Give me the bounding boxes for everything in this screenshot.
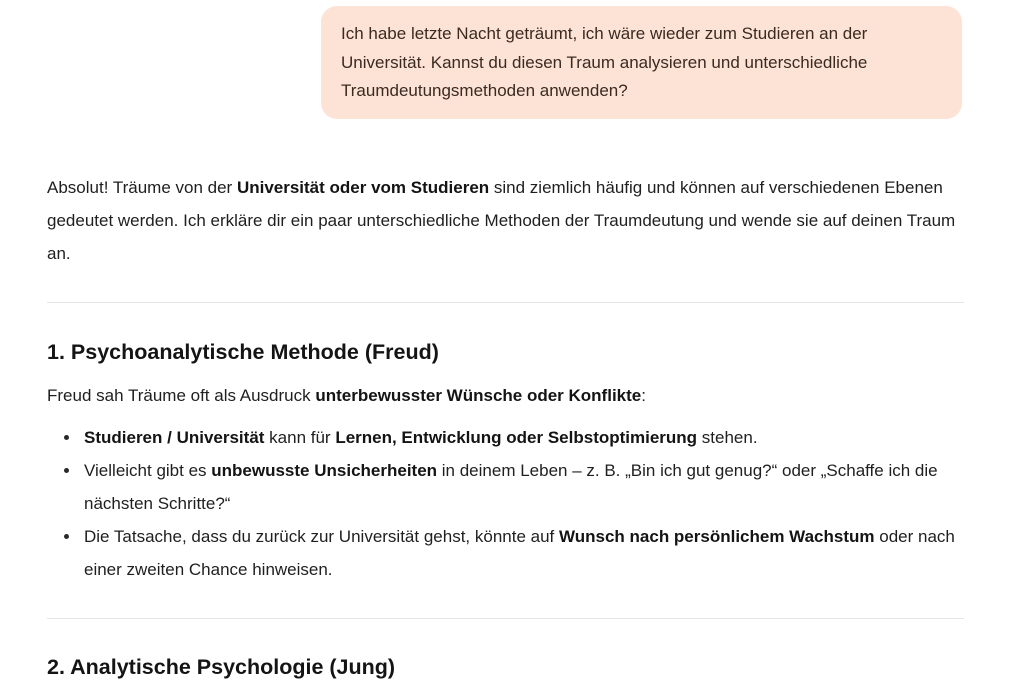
- list-item: [47, 421, 962, 454]
- freud-bullet-list: [47, 421, 962, 586]
- bullet-text: in deinem Leben – z. B. „Bin ich gut genug?“ oder „Schaffe ich die nächsten Schritte?“: [84, 461, 938, 513]
- bullet-bold: unbewusste Unsicherheiten: [211, 461, 438, 480]
- section-heading-freud: 1. Psychoanalytische Methode (Freud): [47, 340, 439, 364]
- intro-paragraph: [47, 171, 967, 270]
- intro-text: sind ziemlich häufig und können auf verschiedenen Ebenen gedeutet werden. Ich erkläre dir ein paar unterschiedliche Methoden der Traumdeutung und wende sie auf deinen Traum an.: [47, 178, 956, 263]
- bullet-bold: Wunsch nach persönlichem Wachstum: [559, 527, 875, 546]
- user-message-line: Traumdeutungsmethoden anwenden?: [341, 81, 628, 100]
- intro-bold: Universität oder vom Studieren: [236, 178, 490, 197]
- bullet-text: Die Tatsache, dass du zurück zur Universität gehst, könnte auf: [84, 527, 559, 546]
- section-divider: [47, 618, 964, 619]
- user-message-line: Universität. Kannst du diesen Traum analysieren und unterschiedliche: [341, 52, 868, 72]
- intro-text: Absolut! Träume von der: [47, 178, 237, 197]
- bullet-text: oder nach einer zweiten Chance hinweisen.: [84, 527, 955, 579]
- user-message-line: Ich habe letzte Nacht geträumt, ich wäre wieder zum Studieren an der: [341, 24, 868, 43]
- freud-intro-paragraph: [47, 382, 646, 410]
- user-message-bubble: [321, 6, 962, 119]
- bullet-text: stehen.: [697, 428, 758, 447]
- bullet-bold: Studieren / Universität: [84, 428, 265, 447]
- freud-intro-text: Freud sah Träume oft als Ausdruck: [47, 386, 316, 405]
- bullet-text: kann für: [264, 428, 336, 447]
- list-item: [47, 454, 962, 520]
- section-divider: [47, 302, 964, 303]
- bullet-bold: Lernen, Entwicklung oder Selbstoptimierung: [335, 428, 698, 447]
- freud-intro-text: :: [641, 386, 646, 405]
- section-heading-jung: 2. Analytische Psychologie (Jung): [47, 655, 396, 679]
- assistant-intro: [47, 171, 967, 270]
- freud-intro-bold: unterbewusster Wünsche oder Konflikte: [315, 386, 642, 405]
- list-item: [47, 520, 962, 586]
- bullet-text: Vielleicht gibt es: [84, 461, 212, 480]
